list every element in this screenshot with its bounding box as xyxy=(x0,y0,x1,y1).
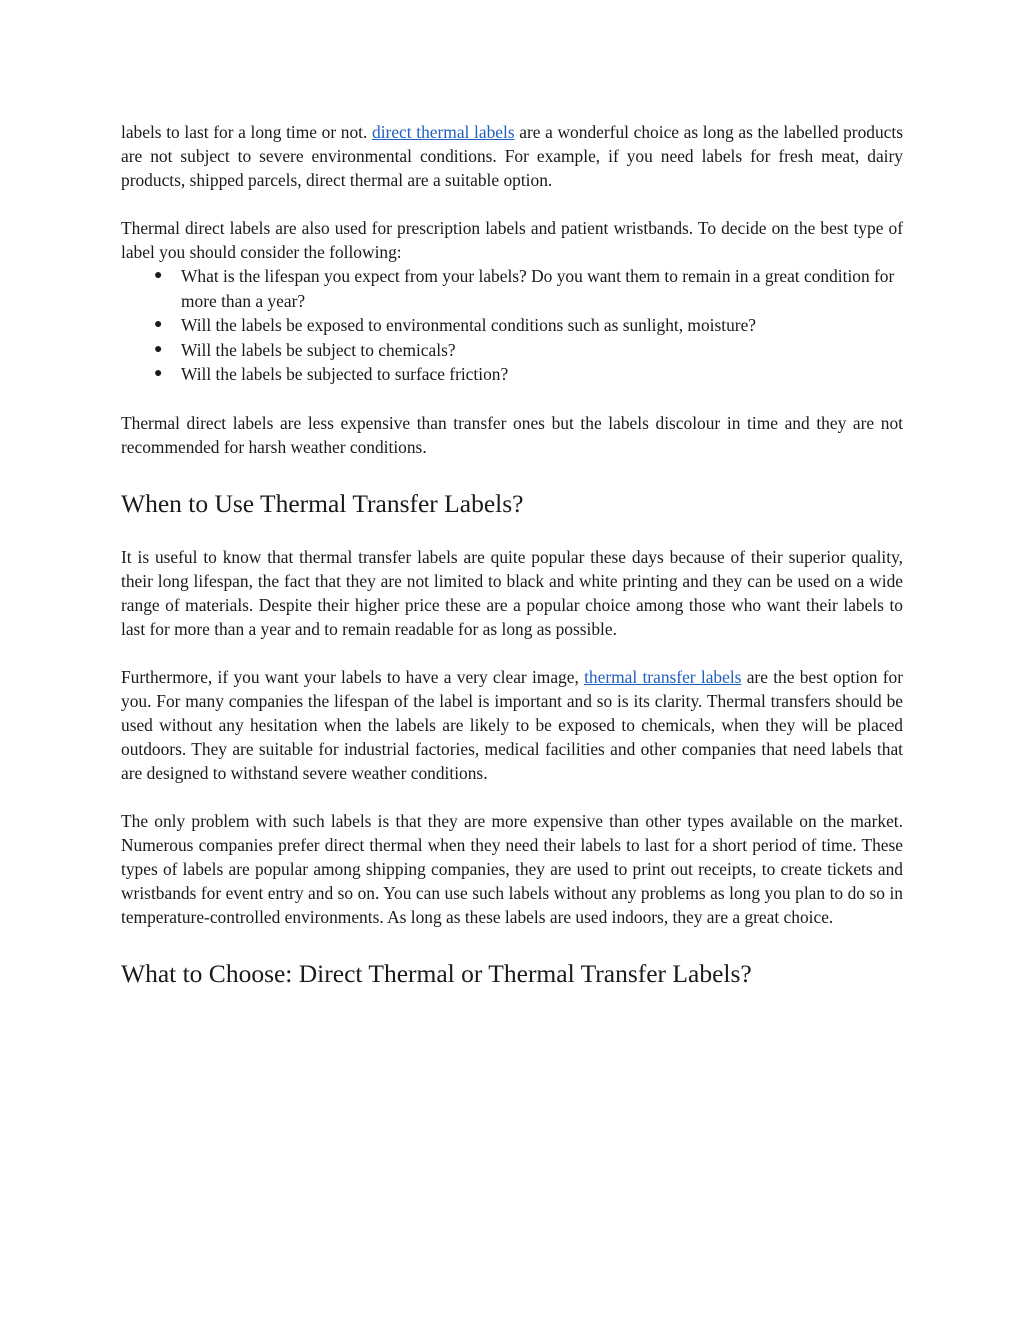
bullet-icon: ● xyxy=(154,317,163,332)
section-heading-transfer: When to Use Thermal Transfer Labels? xyxy=(121,488,524,518)
list-item-text: Will the labels be subjected to surface friction? xyxy=(181,364,509,384)
list-item-text: What is the lifespan you expect from your labels? Do you want them to remain in a great condition for more than a year? xyxy=(181,266,895,311)
list-item xyxy=(121,313,903,338)
considerations-list xyxy=(121,264,903,387)
direct-thermal-labels-link[interactable]: direct thermal labels xyxy=(372,122,515,142)
list-item xyxy=(121,362,903,387)
intro-text-end: are a wonderful choice as long as the labelled products are not subject to severe environmental conditions. For example, if you need labels for fresh meat, dairy products, shipped parcels, direct thermal are a suitable option. xyxy=(121,122,903,190)
section-heading-choose: What to Choose: Direct Thermal or Thermal Transfer Labels? xyxy=(121,958,752,988)
transfer-text-start: Furthermore, if you want your labels to have a very clear image, xyxy=(121,666,585,687)
transfer-paragraph-2 xyxy=(121,665,903,785)
bullet-icon: ● xyxy=(154,366,163,381)
bullet-icon: ● xyxy=(154,341,163,357)
transfer-paragraph-3: The only problem with such labels is that they are more expensive than other types available on the market. Numerous companies prefer direct thermal when they need their labels to last for a short period of time. These types of labels are popular among shipping companies, they are used to print out receipts, to create tickets and wristbands for event entry and so on. You can use such labels without any problems as long you plan to do so in temperature-controlled environments. As long as these labels are used indoors, they are a great choice. xyxy=(121,810,903,927)
transfer-paragraph-1: It is useful to know that thermal transfer labels are quite popular these days because of their superior quality, their long lifespan, the fact that they are not limited to black and white printing and they can be used on a wide range of materials. Despite their higher price these are a popular choice among those who want their labels to last for more than a year and to remain readable for as long as possible. xyxy=(121,546,903,639)
list-item xyxy=(121,338,903,363)
list-item xyxy=(121,264,903,313)
list-item-text: Will the labels be subject to chemicals? xyxy=(181,339,456,360)
document-page xyxy=(121,120,903,989)
thermal-transfer-labels-link[interactable]: thermal transfer labels xyxy=(584,666,742,687)
intro-paragraph xyxy=(121,120,903,192)
transfer-text-end: are the best option for you. For many companies the lifespan of the label is important and so is its clarity. Thermal transfers should be used without any hesitation when the labels are likely to be exposed to chemicals, when they will be placed outdoors. They are suitable for industrial factories, medical facilities and other companies that need labels that are designed to withstand severe weather conditions. xyxy=(121,666,904,783)
considerations-paragraph: Thermal direct labels are also used for prescription labels and patient wristbands. To decide on the best type of label you should consider the following: xyxy=(121,218,903,262)
cost-paragraph: Thermal direct labels are less expensive than transfer ones but the labels discolour in time and they are not recommended for harsh weather conditions. xyxy=(121,412,903,457)
list-item-text: Will the labels be exposed to environmental conditions such as sunlight, moisture? xyxy=(181,315,757,335)
bullet-icon: ● xyxy=(154,268,163,283)
intro-text-start: labels to last for a long time or not. xyxy=(121,122,373,142)
